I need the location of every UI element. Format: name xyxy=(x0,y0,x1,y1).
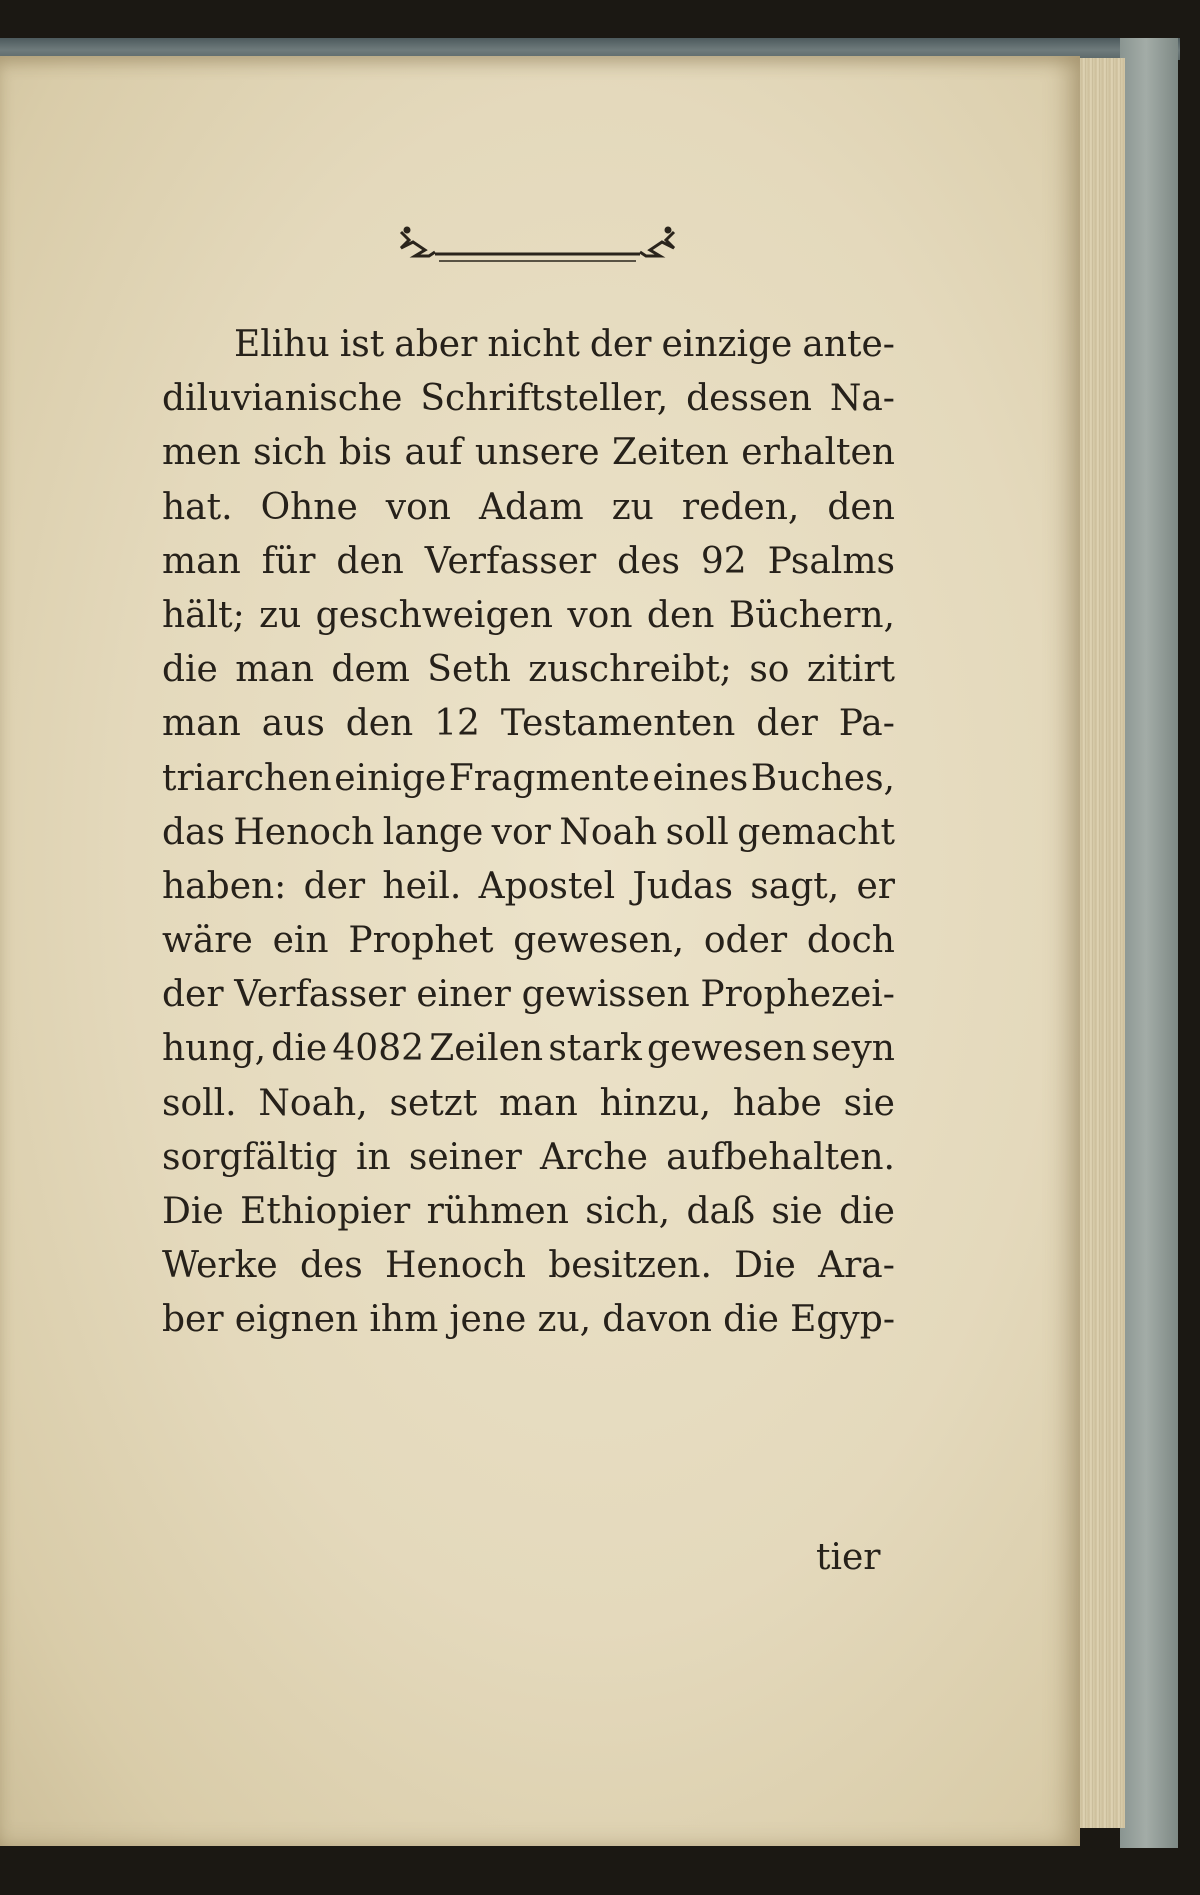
word: des xyxy=(299,1245,363,1287)
text-line xyxy=(162,914,895,968)
word: seiner xyxy=(408,1136,522,1178)
word: der xyxy=(162,974,224,1016)
text-block xyxy=(162,318,895,1348)
text-line xyxy=(162,372,895,426)
word: den xyxy=(827,486,895,528)
word: reden, xyxy=(681,486,800,528)
word: einzige xyxy=(661,324,793,365)
word: das xyxy=(162,811,225,853)
word: aber xyxy=(394,324,478,365)
word: Pa- xyxy=(838,703,895,745)
word: Verfasser xyxy=(234,974,406,1016)
word: besitzen. xyxy=(548,1245,712,1287)
word: einer xyxy=(416,974,511,1016)
word: gewesen, xyxy=(513,920,685,962)
word: Noah xyxy=(559,811,658,853)
word: Zeilen xyxy=(429,1028,544,1070)
word: zuschreibt; xyxy=(528,649,732,691)
word: zitirt xyxy=(806,649,895,691)
word: die xyxy=(839,1191,895,1232)
word: wäre xyxy=(162,920,253,962)
word: 4082 xyxy=(332,1028,425,1070)
word: vor xyxy=(491,811,551,853)
word: der xyxy=(303,865,366,907)
word: sich, xyxy=(585,1191,671,1232)
text-line xyxy=(162,589,895,643)
word: den xyxy=(345,703,414,745)
word: von xyxy=(385,486,451,528)
word: Buches, xyxy=(750,757,895,799)
word: in xyxy=(355,1136,391,1178)
word: Werke xyxy=(162,1245,278,1287)
word: gewesen xyxy=(647,1028,807,1070)
word: zu xyxy=(259,594,302,636)
word: men xyxy=(162,432,241,474)
word: stark xyxy=(548,1028,642,1070)
book-cover-right-edge xyxy=(1120,38,1178,1848)
word: hinzu, xyxy=(599,1082,712,1124)
word: Na- xyxy=(829,378,895,420)
word: setzt xyxy=(389,1082,478,1124)
word: der xyxy=(589,324,652,365)
word: doch xyxy=(806,920,895,962)
word: nicht xyxy=(487,324,580,365)
headpiece-ornament-icon xyxy=(395,226,680,274)
word: auf xyxy=(404,432,463,474)
word: lange xyxy=(382,811,484,853)
word: Prophet xyxy=(348,920,494,962)
word: den xyxy=(336,540,404,582)
word: aus xyxy=(261,703,325,745)
text-line xyxy=(162,318,895,372)
word: hat. xyxy=(162,486,233,528)
word: dem xyxy=(331,649,410,691)
word: hält; xyxy=(162,594,245,636)
word: sie xyxy=(771,1191,823,1232)
word: Egyp- xyxy=(790,1299,895,1341)
text-line xyxy=(162,481,895,535)
word: soll xyxy=(665,811,729,853)
word: die xyxy=(162,649,218,691)
word: sie xyxy=(843,1082,895,1124)
catchword: tier xyxy=(816,1537,881,1578)
text-line xyxy=(162,1185,895,1239)
word: geschweigen xyxy=(315,594,553,636)
word: die xyxy=(271,1028,328,1070)
word: er xyxy=(856,865,895,907)
text-line xyxy=(162,1022,895,1076)
word: triarchen xyxy=(162,757,332,799)
word: Zeiten xyxy=(612,432,729,474)
word: des xyxy=(617,540,680,582)
word: Noah, xyxy=(258,1082,368,1124)
word: Prophezei- xyxy=(700,974,895,1016)
word: ihm xyxy=(369,1299,439,1341)
text-line xyxy=(162,643,895,697)
word: für xyxy=(261,540,316,582)
word: Apostel xyxy=(478,865,616,907)
word: davon xyxy=(602,1299,712,1341)
word: so xyxy=(749,649,790,691)
word: habe xyxy=(732,1082,822,1124)
word: ein xyxy=(272,920,329,962)
text-line xyxy=(162,426,895,480)
word: diluvianische xyxy=(162,378,403,420)
word: dessen xyxy=(686,378,812,420)
word: Die xyxy=(734,1245,796,1287)
word: 92 xyxy=(700,540,747,582)
word: oder xyxy=(703,920,788,962)
word: sich xyxy=(253,432,327,474)
word: bis xyxy=(338,432,392,474)
word: erhalten xyxy=(741,432,895,474)
word: Ara- xyxy=(818,1245,895,1287)
text-line xyxy=(162,752,895,806)
word: Verfasser xyxy=(424,540,597,582)
word: Die xyxy=(162,1191,224,1232)
word: Henoch xyxy=(233,811,375,853)
word: gemacht xyxy=(737,811,895,853)
word: 12 xyxy=(434,703,480,745)
word: daß xyxy=(686,1191,756,1232)
text-line xyxy=(162,1131,895,1185)
word: Henoch xyxy=(385,1245,526,1287)
word: hung, xyxy=(162,1028,267,1070)
word: gewissen xyxy=(521,974,690,1016)
word: Psalms xyxy=(767,540,895,582)
word: seyn xyxy=(811,1028,895,1070)
word: Schriftsteller, xyxy=(420,378,669,420)
text-line xyxy=(162,1077,895,1131)
word: ist xyxy=(339,324,385,365)
text-line xyxy=(162,860,895,914)
word: sagt, xyxy=(750,865,840,907)
word: eines xyxy=(652,757,749,799)
word: die xyxy=(723,1299,779,1341)
word: Fragmente xyxy=(448,757,650,799)
word: eignen xyxy=(234,1299,359,1341)
text-line xyxy=(162,1239,895,1293)
word: man xyxy=(498,1082,578,1124)
word: den xyxy=(646,594,715,636)
word: ber xyxy=(162,1299,224,1341)
word: sorgfältig xyxy=(162,1136,338,1178)
text-line xyxy=(162,1293,895,1347)
word: Büchern, xyxy=(728,594,895,636)
word: der xyxy=(756,703,818,745)
word: einige xyxy=(334,757,447,799)
word: soll. xyxy=(162,1082,237,1124)
word: haben: xyxy=(162,865,287,907)
word: Arche xyxy=(540,1136,648,1178)
word: Adam xyxy=(479,486,584,528)
text-line xyxy=(162,697,895,751)
word: unsere xyxy=(474,432,600,474)
word: Testamenten xyxy=(500,703,736,745)
word: ante- xyxy=(802,324,895,365)
word: rühmen xyxy=(426,1191,569,1232)
text-line xyxy=(162,535,895,589)
word: Seth xyxy=(427,649,511,691)
word: man xyxy=(235,649,315,691)
text-line xyxy=(162,968,895,1022)
word: man xyxy=(162,703,241,745)
word: von xyxy=(567,594,633,636)
word: Ethiopier xyxy=(240,1191,411,1232)
word: zu xyxy=(611,486,654,528)
word: jene xyxy=(449,1299,527,1341)
word: aufbehalten. xyxy=(666,1136,895,1178)
word: heil. xyxy=(382,865,462,907)
word: zu, xyxy=(537,1299,592,1341)
word: Judas xyxy=(632,865,733,907)
text-line xyxy=(162,806,895,860)
word: Elihu xyxy=(234,324,330,365)
word: Ohne xyxy=(260,486,358,528)
word: man xyxy=(162,540,241,582)
